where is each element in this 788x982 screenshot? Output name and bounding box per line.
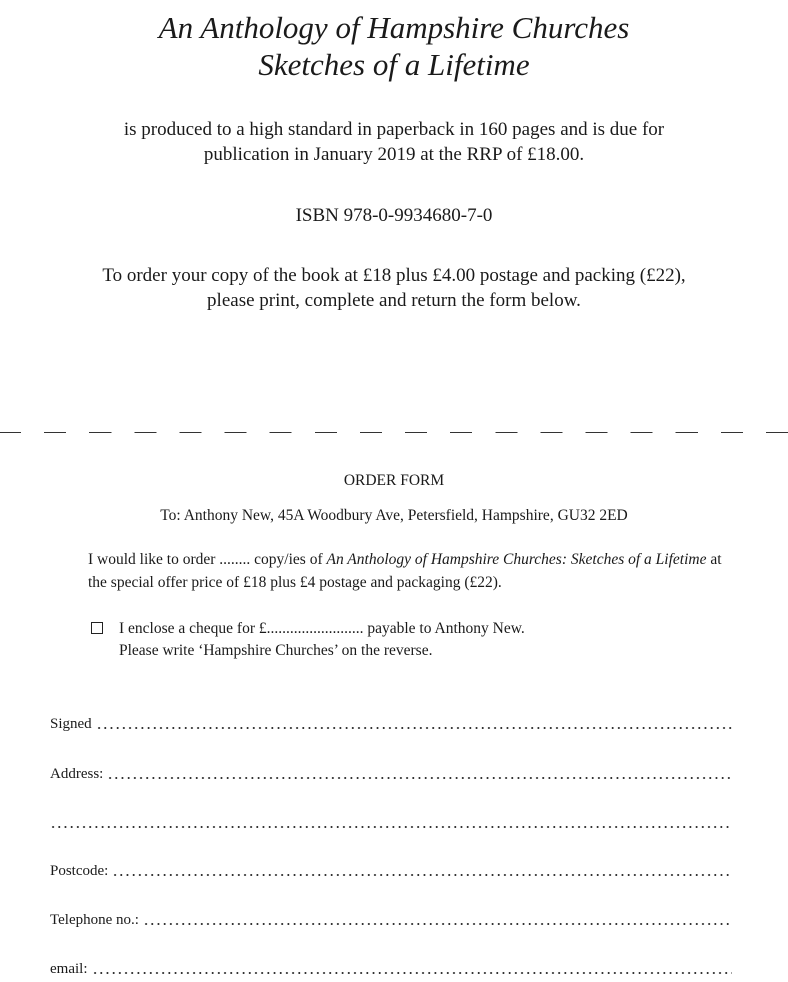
- cheque-checkbox[interactable]: [91, 622, 103, 634]
- telephone-label: Telephone no.:: [50, 912, 139, 928]
- order-price-line: the special offer price of £18 plus £4 postage and packaging (£22).: [88, 574, 502, 591]
- info-line-2: publication in January 2019 at the RRP of £18.00.: [203, 144, 585, 165]
- address-field-2[interactable]: [50, 810, 732, 832]
- address-field[interactable]: [50, 761, 732, 783]
- cheque-line-1: I enclose a cheque for £......................... payable to Anthony New.: [119, 620, 525, 637]
- signed-line: [96, 714, 732, 730]
- address-line: [107, 764, 732, 780]
- isbn: ISBN 978-0-9934680-7-0: [295, 205, 493, 226]
- order-quantity-line: [88, 549, 748, 571]
- order-address: To: Anthony New, 45A Woodbury Ave, Petersfield, Hampshire, GU32 2ED: [160, 507, 628, 524]
- signed-label: Signed: [50, 716, 92, 732]
- order-form-heading: ORDER FORM: [343, 472, 445, 489]
- telephone-field[interactable]: [50, 907, 732, 929]
- address-line-2: [50, 813, 732, 829]
- address-label: Address:: [50, 766, 104, 782]
- order-suffix: at: [706, 551, 722, 568]
- order-book-title: An Anthology of Hampshire Churches: Sketches of a Lifetime: [326, 551, 707, 568]
- order-prefix: I would like to order ........ copy/ies of: [88, 551, 327, 568]
- postcode-field[interactable]: [50, 858, 732, 880]
- order-instructions-line-2: please print, complete and return the form below.: [207, 290, 581, 311]
- title-line-1: An Anthology of Hampshire Churches: [158, 10, 630, 45]
- postcode-line: [112, 861, 732, 877]
- info-line-1: is produced to a high standard in paperback in 160 pages and is due for: [123, 119, 665, 140]
- cut-line: [0, 432, 788, 433]
- title-line-2: Sketches of a Lifetime: [258, 47, 530, 82]
- signed-field[interactable]: [50, 711, 732, 733]
- email-label: email:: [50, 961, 88, 977]
- telephone-line: [143, 910, 732, 926]
- cheque-line-2: Please write ‘Hampshire Churches’ on the reverse.: [119, 642, 433, 659]
- email-field[interactable]: [50, 956, 732, 978]
- order-instructions-line-1: To order your copy of the book at £18 plus £4.00 postage and packing (£22),: [102, 265, 686, 286]
- email-line: [92, 959, 733, 975]
- postcode-label: Postcode:: [50, 863, 109, 879]
